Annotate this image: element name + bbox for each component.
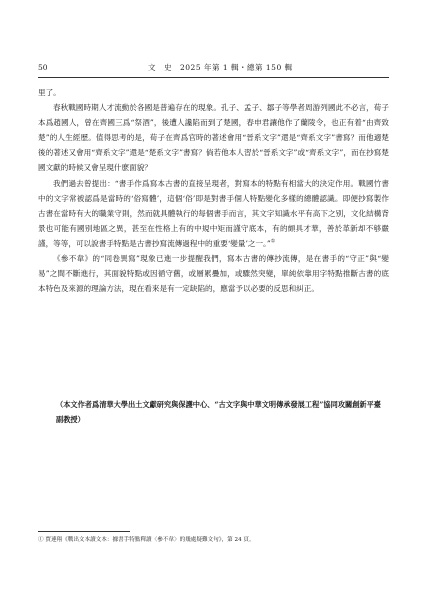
paragraph-1: 里了。	[38, 88, 61, 97]
paragraph-3	[38, 176, 389, 251]
paragraph-3-text: 我們過去曾提出：“書手作爲寫本古書的直接呈現者，對寫本的特點有相當大的決定作用。戰國竹書中的文字常被認爲是當時的‘俗寫體’，這個‘俗’即是對書手個人特點變化多樣的總體認識。即便抄寫製作古書在當時有大的職業守則，然而就具體執行的每個書手而言，其文字知識水平有高下之别，文化結構背景也可能有國别地區之異，甚至在性格上有的中規中矩而謹守底本，有的頗具才華，善於革新却不够嚴謹，等等，可以說書手特點是古書抄寫流傳過程中的重要‘變量’之一。”	[38, 178, 389, 248]
header-rule	[38, 77, 389, 78]
paragraph-2: 春秋戰國時期人才流動於各國是普遍存在的現象。孔子、孟子、鄒子等學者周游列國此不必言，荀子本爲趙國人，曾在齊國三爲“祭酒”，後遭人讒陷而到了楚國，春申君讓他作了蘭陵令，也正有着“由齊致楚”的人生經歷。值得思考的是，荀子在齊爲官時的著述會用“晉系文字”還是“齊系文字”書寫？而他適楚後的著述又會用“齊系文字”還是“楚系文字”書寫？倘若他本人習於“晉系文字”或“齊系文字”，而在抄寫楚國文獻的時候又會呈現什麽面貌？	[38, 103, 389, 173]
footnote: ① 賈連翔《戰出文本讀文本：據書手特點釋讀〈參不韋〉的幾處疑難文句》，第 24 頁。	[38, 537, 255, 543]
journal-info: 文 史 2025 年第 1 輯・總第 150 輯	[148, 63, 293, 72]
main-text	[38, 85, 389, 296]
footnote-reference[interactable]: ①	[270, 238, 276, 245]
page-number: 50	[38, 63, 48, 72]
author-note: （本文作者爲清華大學出土文獻研究與保護中心、“古文字與中華文明傳承發展工程”協同攻關創新平臺副教授）	[56, 400, 381, 424]
paragraph-4: 《參不韋》的“同卷異寫”現象已進一步提醒我們，寫本古書的傳抄流傳，是在書手的“守正”與“變易”之間不斷進行，其面貌特點或因循守舊，或層累疊加，或驟然突變，單純依靠用字特點推斷古書的底本特色及來源的理論方法，現在看來是有一定缺陷的，應當予以必要的反思和糾正。	[38, 254, 389, 294]
running-header	[38, 62, 389, 74]
footnote-rule	[38, 531, 130, 532]
